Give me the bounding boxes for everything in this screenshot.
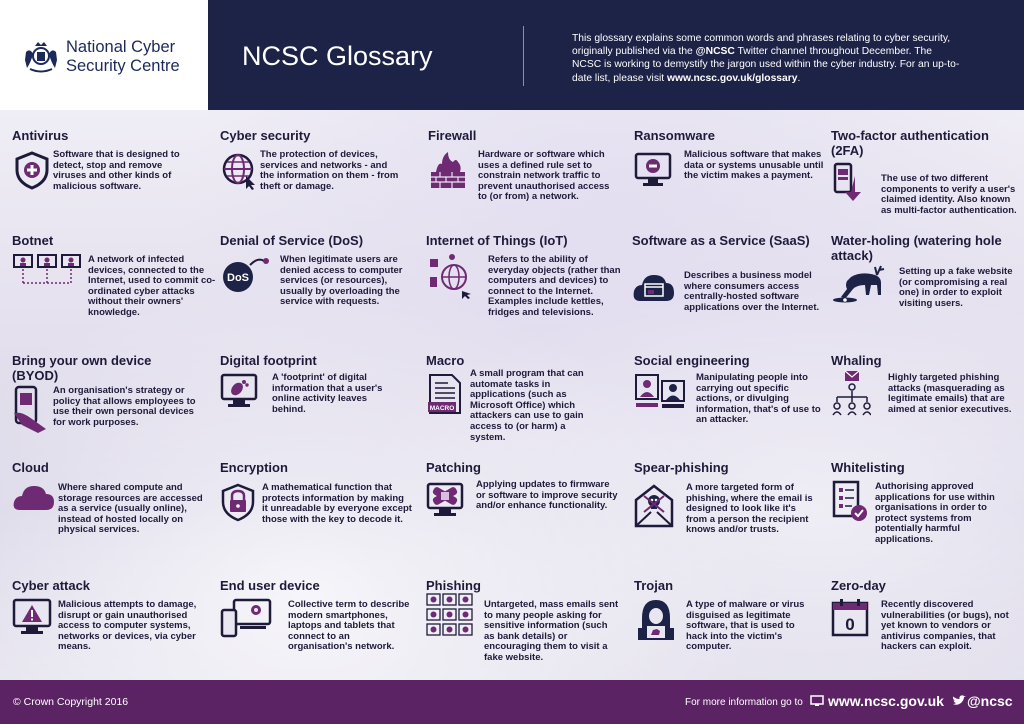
dos-bomb-icon bbox=[220, 253, 276, 293]
term-title: Internet of Things (IoT) bbox=[426, 233, 568, 248]
term-definition: When legitimate users are denied access to computer services (or resources), usually by overloading the service with requests. bbox=[280, 254, 403, 308]
footer bbox=[0, 680, 1024, 724]
term-definition: An organisation's strategy or policy that allows employees to use their own personal devices for work purposes. bbox=[53, 385, 196, 428]
term-definition: A 'footprint' of digital information that a user's online activity leaves behind. bbox=[272, 372, 383, 415]
cloud-icon bbox=[12, 482, 56, 512]
macro-document-icon bbox=[426, 373, 466, 415]
intro-part-2: Twitter channel throughout December. The NCSC is working to demystify the jargon used within the cyber industry. For an up-to-date list, please visit bbox=[572, 46, 960, 84]
term-definition: A mathematical function that protects information by making it unreadable by everyone except those with the key to decode it. bbox=[262, 482, 412, 525]
website-link[interactable]: www.ncsc.gov.uk bbox=[828, 693, 944, 709]
term-title: Cyber security bbox=[220, 128, 311, 143]
intro-end: . bbox=[797, 72, 801, 84]
term-title: Ransomware bbox=[634, 128, 715, 143]
zero-label: 0 bbox=[845, 615, 855, 634]
globe-cursor-icon bbox=[220, 150, 260, 190]
phone-arrow-icon bbox=[831, 162, 871, 202]
term-title: Whitelisting bbox=[831, 460, 905, 475]
twitter-handle[interactable]: @NCSC bbox=[695, 46, 735, 58]
devices-gear-icon bbox=[220, 596, 274, 640]
people-monitor-icon bbox=[634, 373, 688, 413]
term-title: Digital footprint bbox=[220, 353, 317, 368]
glossary-grid bbox=[0, 110, 1024, 680]
hierarchy-mail-icon bbox=[831, 369, 871, 417]
term-definition: Authorising approved applications for use within organisations in order to protect systems from potentially harmful applications. bbox=[875, 481, 995, 545]
term-title: Patching bbox=[426, 460, 481, 475]
term-definition: Untargeted, mass emails sent to many people asking for sensitive information (such as bank details) or encouraging them to visit a fake website. bbox=[484, 599, 619, 663]
term-definition: Describes a business model where consumers access centrally-hosted software applications over the Internet. bbox=[684, 270, 820, 313]
glossary-link[interactable]: www.ncsc.gov.uk/glossary bbox=[667, 72, 798, 84]
term-definition: Malicious software that makes data or systems unusable until the victim makes a payment. bbox=[684, 149, 824, 182]
term-definition: A small program that can automate tasks in applications (such as Microsoft Office) which attackers can use to gain access to (or harm) a system. bbox=[470, 368, 584, 443]
ncsc-logo[interactable] bbox=[0, 0, 208, 110]
term-title: Software as a Service (SaaS) bbox=[632, 233, 810, 248]
footprint-monitor-icon bbox=[220, 373, 266, 413]
term-title: Social engineering bbox=[634, 353, 750, 368]
term-definition: Where shared compute and storage resources are accessed as a service (usually online), instead of hosted locally on physical services. bbox=[58, 482, 203, 536]
cloud-window-icon bbox=[632, 267, 676, 307]
term-title: Encryption bbox=[220, 460, 288, 475]
term-definition: Malicious attempts to damage, disrupt or gain unauthorised access to computer systems, networks or devices, via cyber means. bbox=[58, 599, 197, 653]
checklist-icon bbox=[831, 480, 871, 524]
term-definition: Software that is designed to detect, stop and remove viruses and other kinds of malicious software. bbox=[53, 149, 180, 192]
term-title: Macro bbox=[426, 353, 465, 368]
term-definition: Refers to the ability of everyday objects (rather than computers and devices) to connect to the Internet. Examples include kettles, fridges and televisions. bbox=[488, 254, 621, 318]
monitor-icon bbox=[810, 695, 824, 707]
dos-label: DoS bbox=[227, 272, 249, 284]
term-title: Denial of Service (DoS) bbox=[220, 233, 364, 248]
term-title: Firewall bbox=[428, 128, 477, 143]
term-title: Phishing bbox=[426, 578, 481, 593]
term-title: Bring your own device (BYOD) bbox=[12, 353, 152, 383]
padlock-shield-icon bbox=[220, 482, 260, 522]
shield-plus-icon bbox=[12, 150, 52, 190]
term-title: End user device bbox=[220, 578, 320, 593]
term-title: Two-factor authentication (2FA) bbox=[831, 128, 989, 158]
bandage-monitor-icon bbox=[426, 482, 466, 522]
warning-monitor-icon bbox=[12, 598, 52, 638]
term-title: Trojan bbox=[634, 578, 674, 593]
hooded-hacker-icon bbox=[634, 596, 678, 640]
term-definition: Highly targeted phishing attacks (masquerading as legitimate emails) that are aimed at senior executives. bbox=[888, 372, 1012, 415]
twitter-link[interactable]: @ncsc bbox=[967, 693, 1013, 709]
term-title: Cloud bbox=[12, 460, 49, 475]
phone-hand-icon bbox=[12, 385, 52, 433]
title-divider bbox=[523, 26, 524, 86]
term-definition: Applying updates to firmware or software to improve security and/or enhance functionality. bbox=[476, 479, 618, 512]
page-title: NCSC Glossary bbox=[242, 41, 433, 71]
network-computers-icon bbox=[12, 253, 82, 293]
logo-line-2: Security Centre bbox=[66, 57, 180, 75]
term-title: Spear-phishing bbox=[634, 460, 729, 475]
monitor-lock-icon bbox=[634, 150, 674, 190]
intro-part-1: This glossary explains some common words and phrases relating to cyber security, originally published via the bbox=[572, 33, 951, 58]
term-title: Zero-day bbox=[831, 578, 886, 593]
twitter-bird-icon bbox=[952, 695, 966, 707]
term-definition: The protection of devices, services and networks - and the information on them - from theft or damage. bbox=[260, 149, 399, 192]
term-definition: Recently discovered vulnerabilities (or bugs), not yet known to vendors or antivirus companies, that hackers can exploit. bbox=[881, 599, 1009, 653]
macro-label: MACRO bbox=[429, 405, 455, 412]
logo-line-1: National Cyber bbox=[66, 38, 176, 56]
term-definition: Collective term to describe modern smartphones, laptops and tablets that connect to an organisation's network. bbox=[288, 599, 410, 653]
iot-globe-icon bbox=[426, 251, 474, 299]
term-title: Antivirus bbox=[12, 128, 69, 143]
term-definition: Hardware or software which uses a defined rule set to constrain network traffic to prevent unauthorised access to (or from) a network. bbox=[478, 149, 610, 203]
more-info-text: For more information go to bbox=[685, 697, 803, 708]
deer-drinking-icon bbox=[831, 263, 893, 303]
term-title: Water-holing (watering hole attack) bbox=[831, 233, 1002, 263]
term-definition: Setting up a fake website (or compromising a real one) in order to exploit visiting users. bbox=[899, 266, 1013, 309]
royal-crest-icon bbox=[22, 38, 60, 74]
term-definition: A network of infected devices, connected to the Internet, used to commit co-ordinated cyber attacks without their owners' knowledge. bbox=[88, 254, 216, 318]
intro-text bbox=[572, 32, 962, 85]
term-definition: The use of two different components to verify a user's claimed identity. Also known as multi-factor authentication. bbox=[881, 173, 1017, 216]
term-title: Cyber attack bbox=[12, 578, 91, 593]
copyright: © Crown Copyright 2016 bbox=[13, 696, 129, 708]
term-title: Whaling bbox=[831, 353, 882, 368]
term-title: Botnet bbox=[12, 233, 54, 248]
header bbox=[0, 0, 1024, 110]
term-definition: Manipulating people into carrying out specific actions, or divulging information, that's of use to an attacker. bbox=[696, 372, 821, 426]
calendar-zero-icon bbox=[831, 598, 871, 638]
term-definition: A type of malware or virus disguised as legitimate software, that is used to hack into the victim's computer. bbox=[686, 599, 805, 653]
title-banner bbox=[208, 0, 1024, 110]
skull-envelope-icon bbox=[634, 482, 674, 528]
term-definition: A more targeted form of phishing, where the email is designed to look like it's from a person the recipient knows and/or trusts. bbox=[686, 482, 813, 536]
logo-text bbox=[66, 38, 201, 76]
envelope-grid-icon bbox=[426, 592, 474, 638]
flame-wall-icon bbox=[428, 150, 468, 190]
